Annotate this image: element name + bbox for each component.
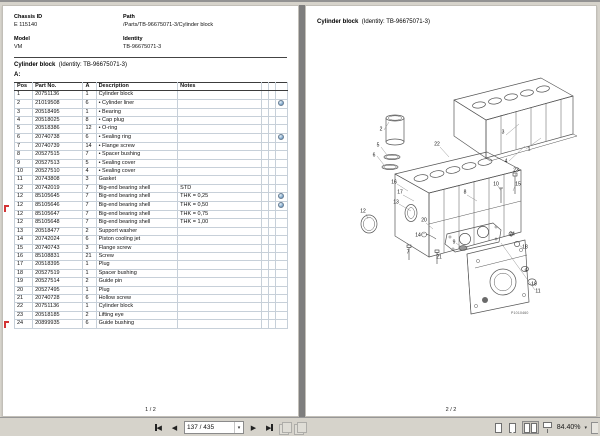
cell-notes: STD xyxy=(178,184,262,192)
cell-notes xyxy=(178,117,262,125)
cell-part-no: 20743808 xyxy=(33,176,83,184)
cell-globe xyxy=(275,91,287,99)
cell-part-no: 20742024 xyxy=(33,236,83,244)
table-row[interactable] xyxy=(15,91,288,99)
cell-qty: 5 xyxy=(83,159,96,167)
cell-part-no: 20740738 xyxy=(33,133,83,142)
cell-pos: 18 xyxy=(15,269,33,277)
cell-description: Flange screw xyxy=(96,244,178,252)
previous-page-button[interactable] xyxy=(168,422,181,434)
cell-part-no: 20740728 xyxy=(33,294,83,302)
document-page-left xyxy=(2,5,299,417)
diagram-callout-5[interactable]: 5 xyxy=(376,142,380,149)
cell-globe xyxy=(275,210,287,218)
clipped-toolbar-icon[interactable] xyxy=(591,422,598,434)
cell-part-no: 20742019 xyxy=(33,184,83,192)
cell-notes: THK = 1,00 xyxy=(178,219,262,227)
cell-globe xyxy=(275,320,287,328)
cell-pos: 19 xyxy=(15,278,33,286)
zoom-level-value[interactable]: 84.40% xyxy=(556,424,581,431)
cell-part-no: 20527519 xyxy=(33,269,83,277)
cell-qty: 2 xyxy=(83,227,96,235)
cell-pos: 8 xyxy=(15,151,33,159)
col-header-part: Part No. xyxy=(33,83,83,91)
cell-description: Cylinder block xyxy=(96,303,178,311)
cell-globe xyxy=(275,159,287,167)
table-row[interactable] xyxy=(15,99,288,108)
last-page-button[interactable] xyxy=(263,422,276,434)
diagram-callout-20[interactable]: 20 xyxy=(421,217,427,224)
diagram-callout-7[interactable]: 7 xyxy=(406,249,410,256)
section-title: Cylinder block xyxy=(317,19,359,25)
cell-pos: 13 xyxy=(15,227,33,235)
cell-qty: 2 xyxy=(83,278,96,286)
cell-pos: 9 xyxy=(15,159,33,167)
cell-notes xyxy=(178,133,262,142)
diagram-callout-14[interactable]: 14 xyxy=(415,232,421,239)
cell-globe xyxy=(275,176,287,184)
cell-description: Plug xyxy=(96,286,178,294)
cell-globe xyxy=(275,151,287,159)
parts-table xyxy=(14,82,288,329)
table-row[interactable] xyxy=(15,219,288,227)
cell-globe xyxy=(275,117,287,125)
identity-label: Identity xyxy=(123,36,143,42)
cell-description: • Cylinder liner xyxy=(96,99,178,108)
globe-icon[interactable] xyxy=(278,193,284,199)
header-divider xyxy=(14,57,287,58)
cell-part-no: 20518025 xyxy=(33,117,83,125)
cell-globe xyxy=(275,167,287,175)
cell-notes xyxy=(178,286,262,294)
cell-qty: 6 xyxy=(83,133,96,142)
cell-pos: 12 xyxy=(15,210,33,218)
facing-pages-layout-button[interactable] xyxy=(522,421,539,434)
table-row[interactable] xyxy=(15,294,288,302)
model-value: VM xyxy=(14,44,23,50)
cell-part-no: 20518495 xyxy=(33,108,83,116)
section-identity: (Identity: TB-96675071-3) xyxy=(361,19,430,25)
cell-pos: 20 xyxy=(15,286,33,294)
cell-description: • Bearing xyxy=(96,108,178,116)
cell-part-no: 20527495 xyxy=(33,286,83,294)
diagram-callout-24[interactable]: 24 xyxy=(509,231,515,238)
cell-qty: 7 xyxy=(83,210,96,218)
page-navigation xyxy=(152,421,306,434)
cell-notes xyxy=(178,236,262,244)
table-row[interactable] xyxy=(15,320,288,328)
cell-description: Big-end bearing shell xyxy=(96,193,178,202)
cell-pos: 14 xyxy=(15,236,33,244)
cell-description: • Sealing cover xyxy=(96,167,178,175)
cell-globe xyxy=(275,278,287,286)
cell-pos: 11 xyxy=(15,176,33,184)
cell-description: Big-end bearing shell xyxy=(96,184,178,192)
table-row[interactable] xyxy=(15,278,288,286)
cell-pos: 23 xyxy=(15,311,33,319)
cell-qty: 1 xyxy=(83,108,96,116)
cell-notes xyxy=(178,99,262,108)
cell-description: Piston cooling jet xyxy=(96,236,178,244)
table-row[interactable] xyxy=(15,133,288,142)
chassis-id-value: E 115140 xyxy=(14,22,38,28)
table-row[interactable] xyxy=(15,202,288,211)
cell-globe xyxy=(275,236,287,244)
section-title-line xyxy=(14,62,127,68)
cell-globe xyxy=(275,303,287,311)
cell-pos: 5 xyxy=(15,125,33,133)
cell-part-no: 20518386 xyxy=(33,125,83,133)
cell-part-no: 20751136 xyxy=(33,91,83,99)
cell-globe xyxy=(275,294,287,302)
cell-globe xyxy=(275,142,287,150)
cell-qty: 2 xyxy=(83,311,96,319)
diagram-callout-22[interactable]: 22 xyxy=(434,141,440,148)
cell-notes: THK = 0,25 xyxy=(178,193,262,202)
cell-globe xyxy=(275,244,287,252)
cell-pos: 6 xyxy=(15,133,33,142)
cell-qty: 1 xyxy=(83,303,96,311)
col-header-qty: A xyxy=(83,83,96,91)
diagram-callout-8[interactable]: 8 xyxy=(463,189,467,196)
page-combo-dropdown-icon[interactable]: ▾ xyxy=(234,422,243,433)
table-row[interactable] xyxy=(15,151,288,159)
section-title-line xyxy=(317,19,430,25)
col-header-pos: Pos xyxy=(15,83,33,91)
next-page-icon: ▶ xyxy=(250,424,257,432)
diagram-callout-12[interactable]: 12 xyxy=(360,208,366,215)
section-title: Cylinder block xyxy=(14,62,56,68)
cell-description: • Cap plug xyxy=(96,117,178,125)
cell-globe xyxy=(275,269,287,277)
cell-globe xyxy=(275,108,287,116)
col-header-description: Description xyxy=(96,83,178,91)
globe-icon[interactable] xyxy=(278,100,284,106)
cell-part-no: 20527514 xyxy=(33,278,83,286)
table-row[interactable] xyxy=(15,244,288,252)
exploded-diagram xyxy=(329,62,591,338)
cell-part-no: 85105647 xyxy=(33,210,83,218)
section-identity: (Identity: TB-96675071-3) xyxy=(58,62,127,68)
cell-globe xyxy=(275,261,287,269)
cell-part-no: 20899935 xyxy=(33,320,83,328)
cell-notes: THK = 0,75 xyxy=(178,210,262,218)
callout-leader-lines xyxy=(366,122,541,290)
table-row[interactable] xyxy=(15,117,288,125)
cell-qty: 7 xyxy=(83,151,96,159)
cell-part-no: 20740739 xyxy=(33,142,83,150)
col-header-notes: Notes xyxy=(178,83,262,91)
cell-notes xyxy=(178,303,262,311)
cell-qty: 6 xyxy=(83,294,96,302)
cell-pos: 12 xyxy=(15,184,33,192)
detach-page-button[interactable] xyxy=(279,422,291,434)
cell-pos: 2 xyxy=(15,99,33,108)
cell-description: • Spacer bushing xyxy=(96,151,178,159)
cell-pos: 12 xyxy=(15,202,33,211)
diagram-callout-13[interactable]: 13 xyxy=(393,199,399,206)
table-row[interactable] xyxy=(15,184,288,192)
cell-pos: 17 xyxy=(15,261,33,269)
cell-notes xyxy=(178,294,262,302)
cell-description: Big-end bearing shell xyxy=(96,202,178,211)
cell-pos: 1 xyxy=(15,91,33,99)
cell-pos: 15 xyxy=(15,244,33,252)
cell-globe xyxy=(275,219,287,227)
cell-description: Big-end bearing shell xyxy=(96,210,178,218)
table-row[interactable] xyxy=(15,125,288,133)
diagram-callout-16[interactable]: 16 xyxy=(391,179,397,186)
cell-pos: 4 xyxy=(15,117,33,125)
cell-qty: 8 xyxy=(83,117,96,125)
cell-qty: 7 xyxy=(83,219,96,227)
cell-pos: 24 xyxy=(15,320,33,328)
cell-part-no: 85105648 xyxy=(33,219,83,227)
page-number-left: 1 / 2 xyxy=(145,407,156,413)
table-row[interactable] xyxy=(15,108,288,116)
cell-globe xyxy=(275,99,287,108)
cell-part-no: 85105645 xyxy=(33,193,83,202)
previous-page-icon: ◀ xyxy=(171,424,178,432)
cell-notes xyxy=(178,252,262,260)
table-row[interactable] xyxy=(15,269,288,277)
cell-notes xyxy=(178,244,262,252)
path-label: Path xyxy=(123,14,135,20)
cell-notes xyxy=(178,142,262,150)
cell-description: Guide pin xyxy=(96,278,178,286)
cell-globe xyxy=(275,227,287,235)
table-row[interactable] xyxy=(15,167,288,175)
chassis-id-label: Chassis ID xyxy=(14,14,43,20)
next-page-button[interactable] xyxy=(247,422,260,434)
cell-part-no: 20527510 xyxy=(33,167,83,175)
cell-pos: 22 xyxy=(15,303,33,311)
cell-pos: 12 xyxy=(15,193,33,202)
cell-part-no: 20518477 xyxy=(33,227,83,235)
diagram-callout-1[interactable]: 1 xyxy=(527,146,531,153)
page-number-combo xyxy=(184,421,244,434)
cell-globe xyxy=(275,311,287,319)
diagram-callout-3[interactable]: 3 xyxy=(501,129,505,136)
globe-icon[interactable] xyxy=(278,202,284,208)
duplicate-view-button[interactable] xyxy=(294,422,306,434)
cell-qty: 1 xyxy=(83,269,96,277)
cell-description: • Sealing cover xyxy=(96,159,178,167)
zoom-dropdown-icon[interactable]: ▾ xyxy=(584,424,587,431)
cell-qty: 6 xyxy=(83,236,96,244)
annotation-mark xyxy=(4,205,9,212)
last-page-icon: ▶ xyxy=(266,424,272,432)
table-row[interactable] xyxy=(15,159,288,167)
continuous-layout-button[interactable] xyxy=(508,421,518,434)
cell-part-no: 20518395 xyxy=(33,261,83,269)
cell-pos: 7 xyxy=(15,142,33,150)
diagram-callout-6[interactable]: 6 xyxy=(372,152,376,159)
cell-qty: 3 xyxy=(83,176,96,184)
cell-notes xyxy=(178,261,262,269)
path-value: /Parts/TB-96675071-3/Cylinder block xyxy=(123,22,214,28)
single-page-layout-button[interactable] xyxy=(494,421,504,434)
cell-description: Hollow screw xyxy=(96,294,178,302)
diagram-callout-11[interactable]: 11 xyxy=(535,288,541,295)
diagram-callout-2[interactable]: 2 xyxy=(379,126,383,133)
diagram-callout-15[interactable]: 15 xyxy=(515,181,521,188)
cell-qty: 6 xyxy=(83,99,96,108)
cell-globe xyxy=(275,133,287,142)
table-row[interactable] xyxy=(15,227,288,235)
cell-notes xyxy=(178,159,262,167)
cell-pos: 10 xyxy=(15,167,33,175)
cell-qty: 6 xyxy=(83,320,96,328)
diagram-callout-19[interactable]: 19 xyxy=(531,281,537,288)
cell-description: Guide bushing xyxy=(96,320,178,328)
cell-pos: 16 xyxy=(15,252,33,260)
cell-pos: 21 xyxy=(15,294,33,302)
cell-description: Cylinder block xyxy=(96,91,178,99)
cell-globe xyxy=(275,286,287,294)
document-page-right xyxy=(305,5,597,417)
zoom-layout-controls xyxy=(494,421,598,434)
cell-description: • O-ring xyxy=(96,125,178,133)
cell-description: Screw xyxy=(96,252,178,260)
cell-part-no: 20740743 xyxy=(33,244,83,252)
cell-notes xyxy=(178,91,262,99)
table-row[interactable] xyxy=(15,261,288,269)
cell-description: Big-end bearing shell xyxy=(96,219,178,227)
cell-description: Lifting eye xyxy=(96,311,178,319)
cell-globe xyxy=(275,125,287,133)
diagram-callout-21[interactable]: 21 xyxy=(436,254,442,261)
cell-part-no: 20518185 xyxy=(33,311,83,319)
identity-value: TB-96675071-3 xyxy=(123,44,162,50)
diagram-callout-9[interactable]: 9 xyxy=(452,239,456,246)
cell-part-no: 85105646 xyxy=(33,202,83,211)
diagram-callout-17[interactable]: 17 xyxy=(397,189,403,196)
cell-qty: 1 xyxy=(83,286,96,294)
cell-part-no: 21019508 xyxy=(33,99,83,108)
cell-notes xyxy=(178,151,262,159)
table-row[interactable] xyxy=(15,311,288,319)
cell-notes xyxy=(178,176,262,184)
table-row[interactable] xyxy=(15,252,288,260)
diagram-callout-18[interactable]: 18 xyxy=(522,244,528,251)
cell-qty: 1 xyxy=(83,261,96,269)
cell-globe xyxy=(275,202,287,211)
cell-notes xyxy=(178,311,262,319)
cell-qty: 21 xyxy=(83,252,96,260)
cell-qty: 4 xyxy=(83,167,96,175)
table-row[interactable] xyxy=(15,142,288,150)
table-row[interactable] xyxy=(15,176,288,184)
first-page-icon: ◀ xyxy=(156,424,162,432)
last-page-bar xyxy=(271,424,273,431)
cell-notes xyxy=(178,320,262,328)
viewer-toolbar xyxy=(0,417,600,436)
cell-qty: 3 xyxy=(83,244,96,252)
engine-block-line-art xyxy=(329,62,591,338)
cell-qty: 1 xyxy=(83,91,96,99)
diagram-callout-10[interactable]: 10 xyxy=(493,181,499,188)
diagram-callout-4[interactable]: 4 xyxy=(524,267,528,274)
cell-qty: 7 xyxy=(83,202,96,211)
cell-qty: 14 xyxy=(83,142,96,150)
cell-notes xyxy=(178,125,262,133)
view-label: A: xyxy=(14,72,21,78)
table-row[interactable] xyxy=(15,193,288,202)
cell-description: • Flange screw xyxy=(96,142,178,150)
cell-globe xyxy=(275,184,287,192)
cell-part-no: 20751136 xyxy=(33,303,83,311)
cell-part-no: 20527513 xyxy=(33,159,83,167)
cell-globe xyxy=(275,252,287,260)
cell-qty: 7 xyxy=(83,184,96,192)
table-row[interactable] xyxy=(15,210,288,218)
cell-description: Support washer xyxy=(96,227,178,235)
table-row[interactable] xyxy=(15,286,288,294)
diagram-callout-23[interactable]: 23 xyxy=(513,167,519,174)
figure-id: P1010460 xyxy=(511,311,529,315)
page-number-right: 2 / 2 xyxy=(445,407,457,413)
cell-description: Spacer bushing xyxy=(96,269,178,277)
cell-notes xyxy=(178,227,262,235)
page-number-input[interactable] xyxy=(185,424,234,431)
cell-pos: 12 xyxy=(15,219,33,227)
cell-notes xyxy=(178,167,262,175)
table-row[interactable] xyxy=(15,303,288,311)
cell-pos: 3 xyxy=(15,108,33,116)
first-page-button[interactable] xyxy=(152,422,165,434)
table-header-row xyxy=(15,83,288,91)
cell-qty: 12 xyxy=(83,125,96,133)
cell-part-no: 20527515 xyxy=(33,151,83,159)
globe-icon[interactable] xyxy=(278,134,284,140)
table-row[interactable] xyxy=(15,236,288,244)
cell-notes xyxy=(178,108,262,116)
cell-description: Plug xyxy=(96,261,178,269)
annotation-mark xyxy=(4,321,9,328)
fit-width-button[interactable] xyxy=(543,421,553,434)
cell-description: Gasket xyxy=(96,176,178,184)
diagram-callout-4[interactable]: 4 xyxy=(504,158,508,165)
cell-description: • Sealing ring xyxy=(96,133,178,142)
cell-part-no: 85108831 xyxy=(33,252,83,260)
cell-globe xyxy=(275,193,287,202)
model-label: Model xyxy=(14,36,30,42)
cell-notes xyxy=(178,269,262,277)
cell-notes xyxy=(178,278,262,286)
cell-notes: THK = 0,50 xyxy=(178,202,262,211)
cell-qty: 7 xyxy=(83,193,96,202)
